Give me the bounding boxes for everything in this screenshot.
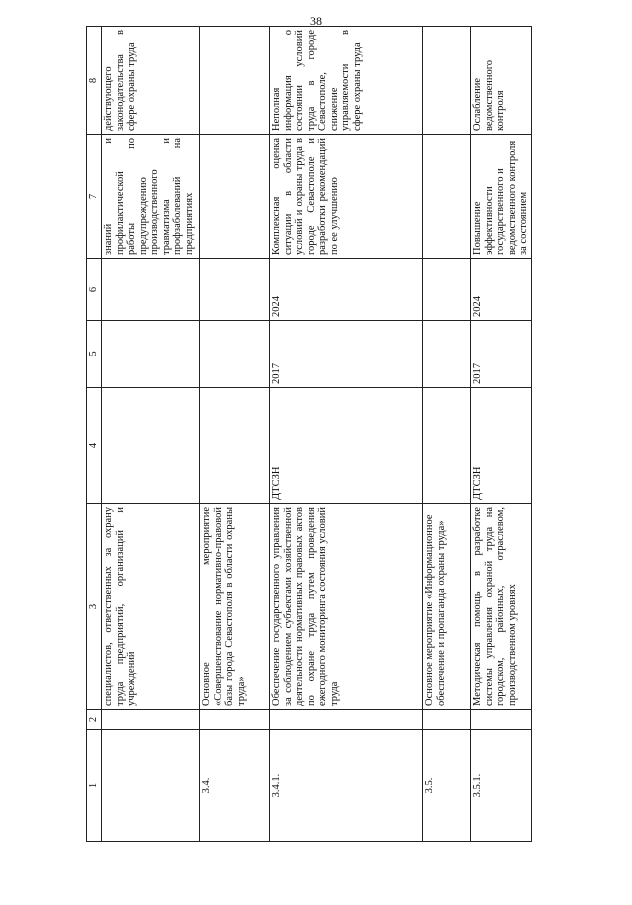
table-cell [423, 135, 471, 259]
table-cell: Неполная информация о состоянии условий труда в городе Севастополе, снижение управляемости в сфере охраны труда [270, 27, 423, 135]
row-number: 3.5.1. [471, 730, 532, 842]
table-cell [200, 321, 270, 388]
table-cell: 2024 [471, 259, 532, 321]
measures-table [86, 26, 532, 842]
table-cell [423, 27, 471, 135]
table-row [423, 27, 471, 842]
row-number: 3.4.1. [270, 730, 423, 842]
table-cell: 2017 [471, 321, 532, 388]
table-cell: ДТСЗН [471, 388, 532, 504]
row-number [102, 730, 200, 842]
table-row [471, 27, 532, 842]
column-header: 7 [87, 135, 102, 259]
row-number: 3.4. [200, 730, 270, 842]
column-header: 4 [87, 388, 102, 504]
table-cell: Обеспечение государственного управления за соблюдением субъектами хозяйственной деятельности нормативных правовых актов по охране труда путем проведения ежегодного мониторинга состояния условий труда [270, 504, 423, 710]
table-row [200, 27, 270, 842]
table-cell: Основное мероприятие «Совершенствование нормативно-правовой базы города Севастополя в области охраны труда» [200, 504, 270, 710]
table-cell: ДТСЗН [270, 388, 423, 504]
column-header: 5 [87, 321, 102, 388]
table-cell: знаний и профилактической работы по предупреждению производственного травматизма и профзаболеваний на предприятиях [102, 135, 200, 259]
header-row [87, 27, 102, 842]
page-number: 38 [310, 14, 322, 28]
column-header: 8 [87, 27, 102, 135]
rotated-table-wrapper [86, 27, 528, 842]
table-cell: Методическая помощь в разработке системы управления охраной труда на городском, районных, отраслевом, производственном уровнях [471, 504, 532, 710]
column-header: 3 [87, 504, 102, 710]
table-cell [423, 259, 471, 321]
table-cell [423, 388, 471, 504]
column-header: 1 [87, 730, 102, 842]
table-cell [102, 259, 200, 321]
table-cell: Комплексная оценка ситуации в области условий и охраны труда в городе Севастополе и разработки рекомендаций по ее улучшению [270, 135, 423, 259]
table-cell [200, 259, 270, 321]
table-cell [102, 388, 200, 504]
table-cell [200, 27, 270, 135]
table-cell [102, 710, 200, 730]
column-header: 6 [87, 259, 102, 321]
table-row [270, 27, 423, 842]
table-cell [200, 388, 270, 504]
table-cell: Ослабление ведомственного контроля [471, 27, 532, 135]
table-row [102, 27, 200, 842]
table-cell [270, 710, 423, 730]
row-number: 3.5. [423, 730, 471, 842]
table-cell [102, 321, 200, 388]
table-cell [200, 135, 270, 259]
table-cell [423, 321, 471, 388]
table-cell: Повышение эффективности государственного и ведомственного контроля за состоянием [471, 135, 532, 259]
table-cell [423, 710, 471, 730]
table-cell: 2024 [270, 259, 423, 321]
table-cell: специалистов, ответственных за охрану труда предприятий, организаций и учреждений [102, 504, 200, 710]
table-cell: действующего законодательства в сфере охраны труда [102, 27, 200, 135]
column-header: 2 [87, 710, 102, 730]
table-cell: 2017 [270, 321, 423, 388]
table-cell [471, 710, 532, 730]
table-cell [200, 710, 270, 730]
table-cell: Основное мероприятие «Информационное обеспечение и пропаганда охраны труда» [423, 504, 471, 710]
